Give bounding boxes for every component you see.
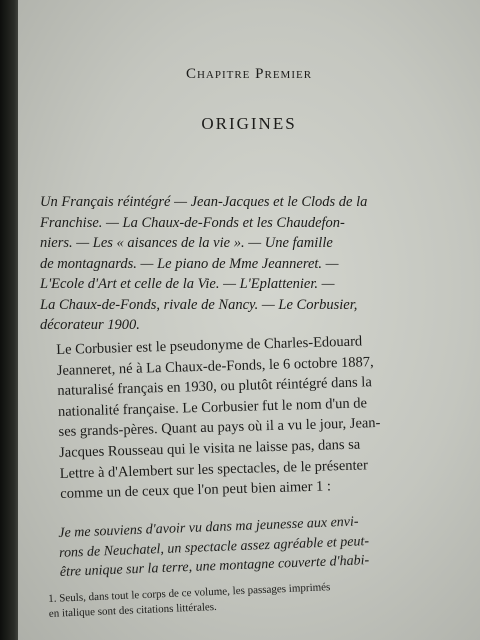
quote-line: Je me souviens d'avoir vu dans ma jeunesse aux envi- <box>58 514 359 541</box>
body-line: Jeanneret, né à La Chaux-de-Fonds, le 6 octobre 1887, <box>56 353 374 379</box>
body-line: Lettre à d'Alembert sur les spectacles, de le présenter <box>59 456 369 482</box>
body-line: naturalisé français en 1930, ou plutôt réintégré dans la <box>57 374 372 400</box>
body-line: Jacques Rousseau qui le visita ne laisse pas, dans sa <box>58 436 361 461</box>
body-line: nationalité française. Le Corbusier fut le nom d'un de <box>57 395 368 420</box>
quote-line: être unique sur la terre, une montagne couverte d'habi- <box>59 553 370 580</box>
summary-line: Un Français réintégré — Jean-Jacques et le Clods de la <box>40 194 368 210</box>
summary-line: de montagnards. — Le piano de Mme Jeanneret. — <box>40 255 339 272</box>
chapter-heading: Chapitre Premier <box>185 66 313 82</box>
chapter-summary <box>40 192 430 336</box>
body-line: ses grands-pères. Quant au pays où il a vu le jour, Jean- <box>58 415 381 441</box>
footnote-line: en italique sont des citations littérales. <box>48 600 218 620</box>
footnote <box>48 574 469 622</box>
footnote-line: 1. Seuls, dans tout le corps de ce volume, les passages imprimés <box>48 581 331 605</box>
quote-line: rons de Neuchatel, un spectacle assez agréable et peut- <box>58 533 370 561</box>
book-page <box>18 0 480 640</box>
body-paragraph <box>56 329 460 505</box>
body-line: comme un de ceux que l'on peut bien aimer 1 : <box>60 478 332 503</box>
summary-line: La Chaux-de-Fonds, rivale de Nancy. — Le Corbusier, <box>40 296 358 313</box>
summary-line: L'Ecole d'Art et celle de la Vie. — L'Eplattenier. — <box>40 276 335 292</box>
summary-line: décorateur 1900. <box>40 317 140 333</box>
body-line: Le Corbusier est le pseudonyme de Charles-Edouard <box>56 333 363 358</box>
chapter-title: ORIGINES <box>201 114 297 133</box>
summary-line: Franchise. — La Chaux-de-Fonds et les Chaudefon- <box>40 214 345 231</box>
summary-line: niers. — Les « aisances de la vie ». — Une famille <box>40 235 333 251</box>
quotation <box>58 509 460 583</box>
